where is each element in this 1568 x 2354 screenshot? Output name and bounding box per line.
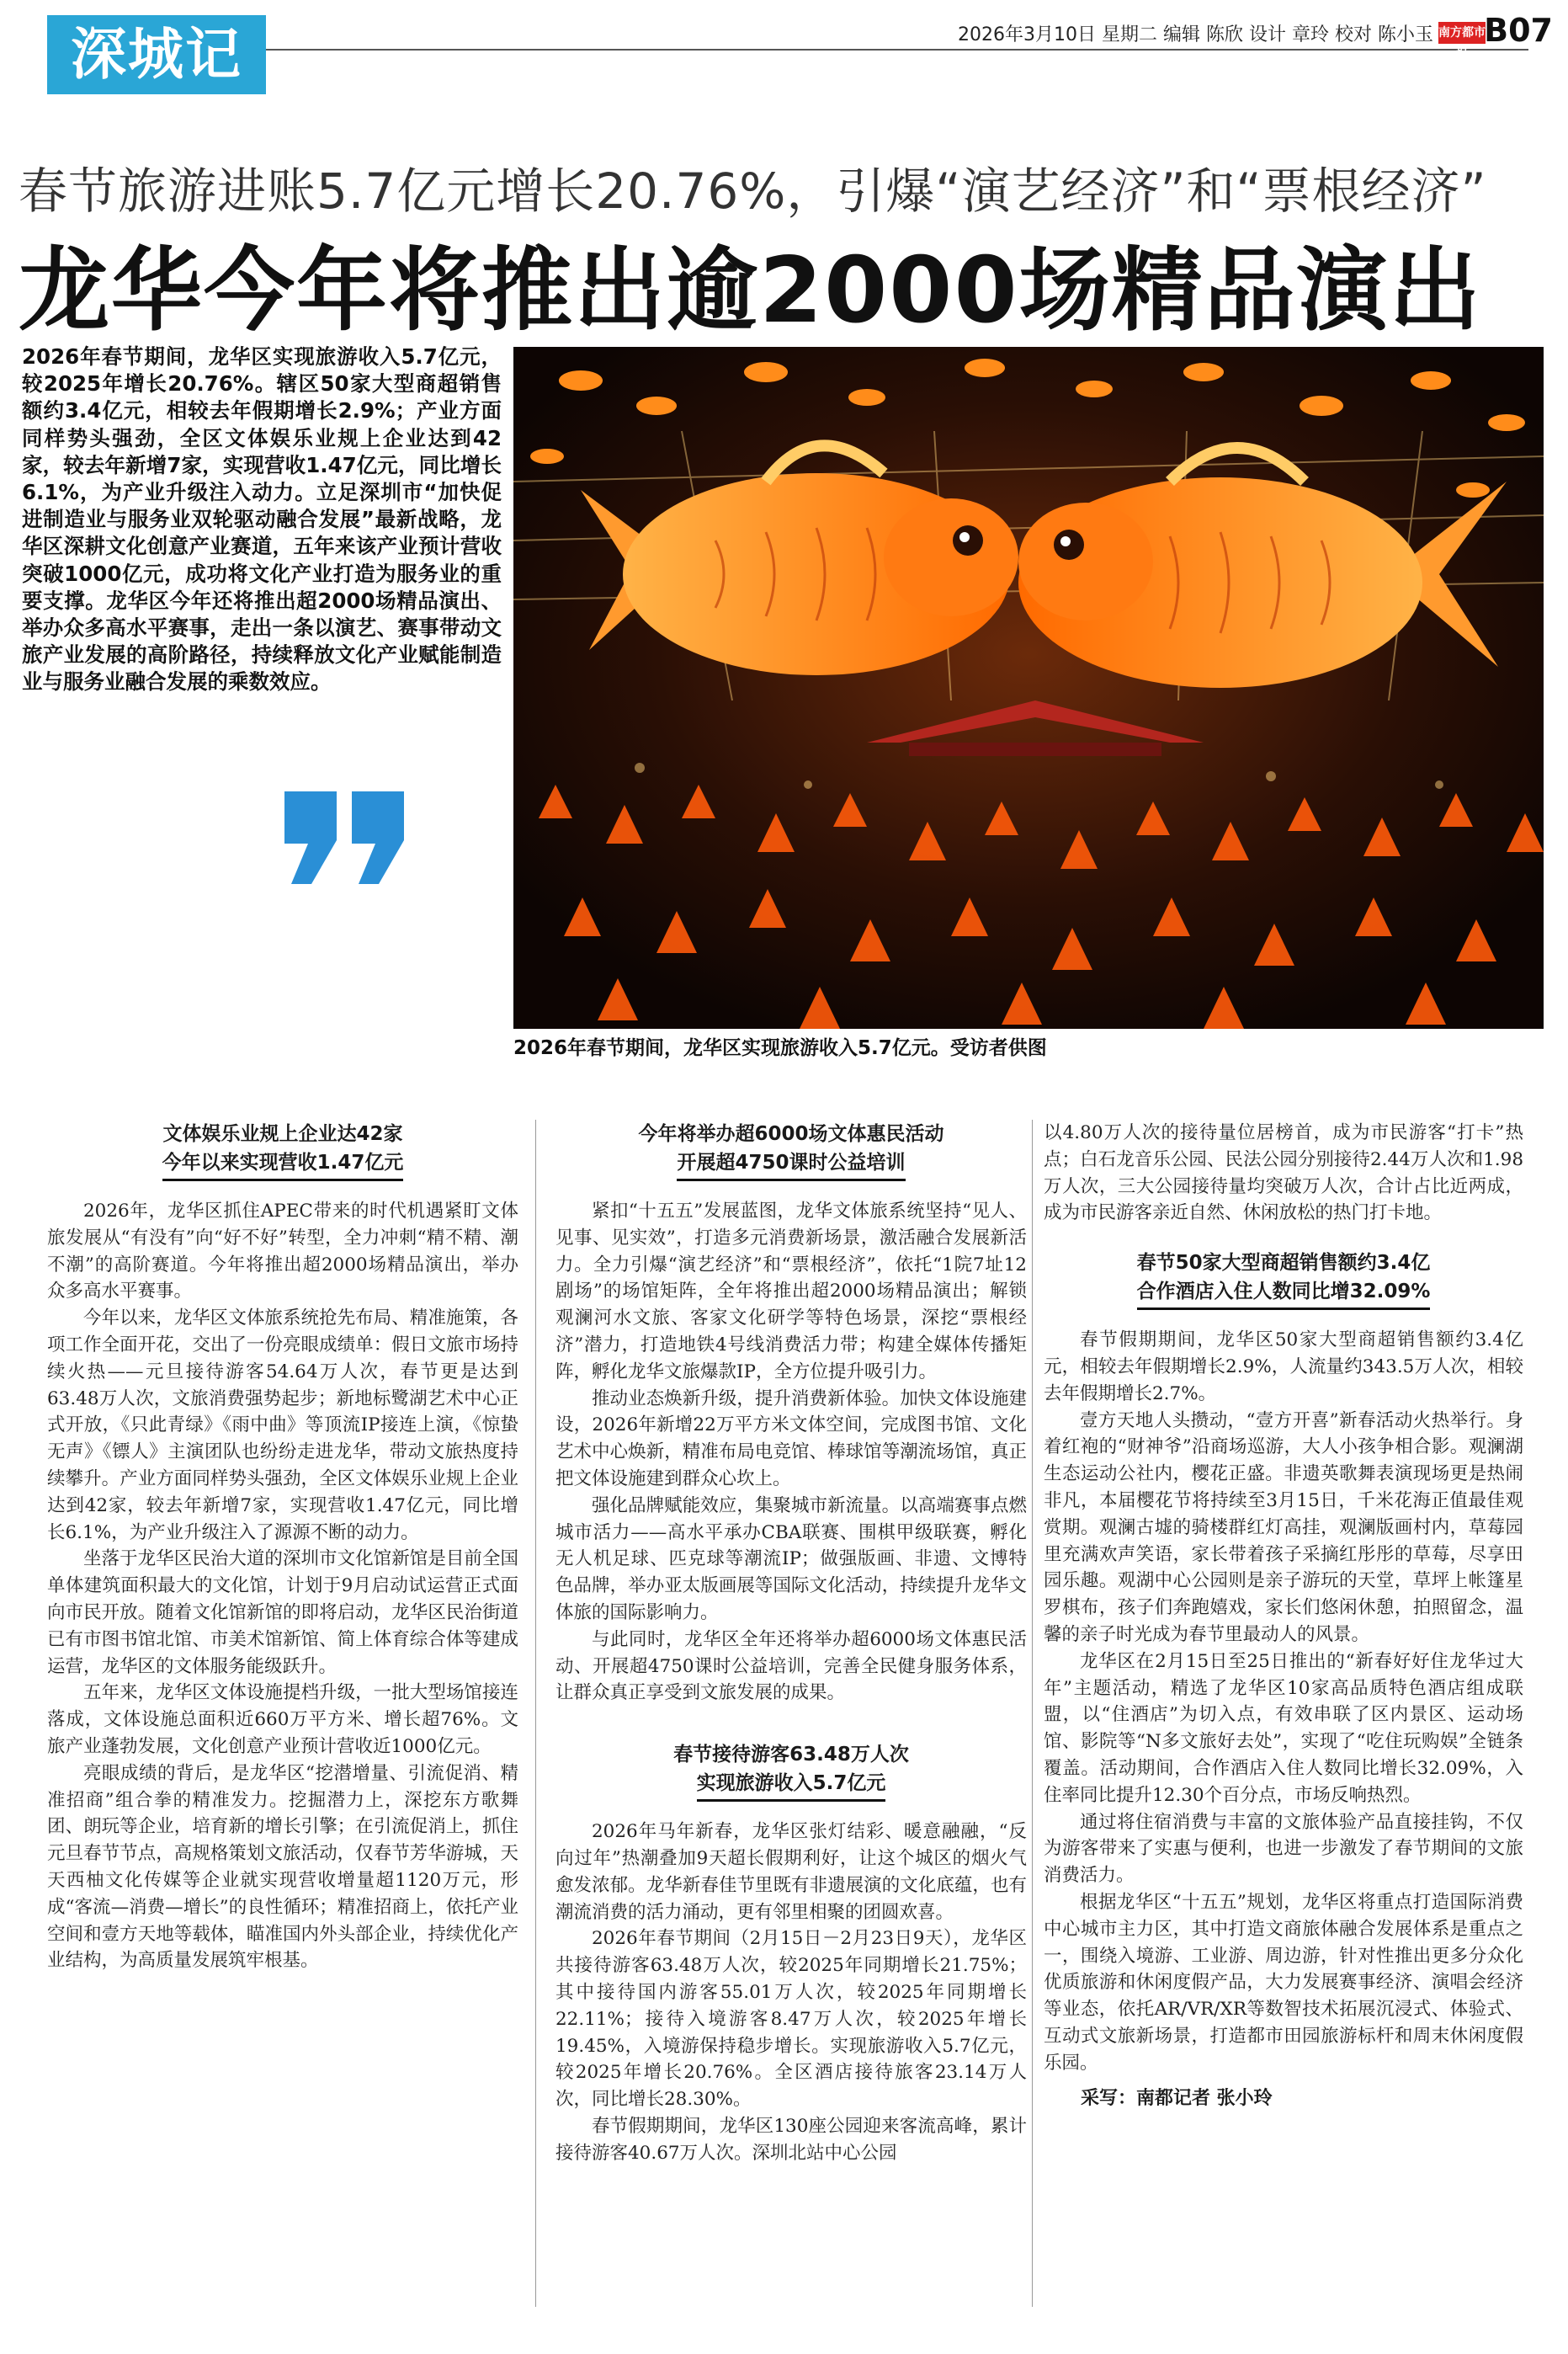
column-2 <box>555 1120 1027 2167</box>
column-1 <box>47 1120 518 1974</box>
paragraph: 坐落于龙华区民治大道的深圳市文化馆新馆是目前全国单体建筑面积最大的文化馆，计划于9月启动试运营正式面向市民开放。随着文化馆新馆的即将启动，龙华区民治街道已有市图书馆北馆、市美术馆新馆、简上体育综合体等建成运营，龙华区的文体服务能级跃升。 <box>47 1548 518 1677</box>
section-heading-line2: 合作酒店入住人数同比增32.09% <box>1137 1277 1431 1310</box>
section-heading-line1: 文体娱乐业规上企业达42家 <box>162 1123 403 1145</box>
section-name: 深城记 <box>47 15 266 94</box>
paragraph: 2026年春节期间（2月15日－2月23日9天），龙华区共接待游客63.48万人次，较2025年同期增长21.75%；其中接待国内游客55.01万人次，较2025年同期增长22.11%；接待入境游客8.47万人次，较2025年增长19.45%，入境游保持稳步增长。实现旅游收入5.7亿元，较2025年增长20.76%。全区酒店接待旅客23.14万人次，同比增长28.30%。 <box>555 1928 1027 2111</box>
paragraph: 2026年马年新春，龙华区张灯结彩、暖意融融，“反向过年”热潮叠加9天超长假期利好，让这个城区的烟火气愈发浓郁。龙华新春佳节里既有非遗展演的文化底蕴，也有潮流消费的活力涌动，更有邻里相聚的团圆欢喜。 <box>555 1821 1027 1923</box>
paragraph: 与此同时，龙华区全年还将举办超6000场文体惠民活动、开展超4750课时公益培训，完善全民健身服务体系，让群众真正享受到文旅发展的成果。 <box>555 1628 1027 1704</box>
paragraph: 2026年，龙华区抓住APEC带来的时代机遇紧盯文体旅发展从“有没有”向“好不好”转型，全力冲刺“精不精、潮不潮”的高阶赛道。今年将推出超2000场精品演出，举办众多高水平赛事。 <box>47 1201 518 1302</box>
column-divider <box>535 1120 536 2307</box>
lantern-photo <box>513 347 1544 1029</box>
paragraph: 亮眼成绩的背后，是龙华区“挖潜增量、引流促消、精准招商”组合拳的精准发力。挖掘潜力上，深挖东方歌舞团、朗玩等企业，培育新的增长引擎；在引流促消上，抓住元旦春节节点，高规格策划文旅活动，仅春节芳华游城，天天西柚文化传媒等企业就实现营收增量超1120万元，形成“客流—消费—增长”的良性循环；精准招商上，依托产业空间和壹方天地等载体，瞄准国内外头部企业，持续优化产业结构，为高质量发展筑牢根基。 <box>47 1762 518 1972</box>
section-heading <box>555 1740 1027 1802</box>
editor-credits: 编辑 陈欣 设计 章玲 校对 陈小玉 <box>1163 24 1433 45</box>
column-3 <box>1044 1120 1523 2110</box>
article-lead: 2026年春节期间，龙华区实现旅游收入5.7亿元，较2025年增长20.76%。辖区50家大型商超销售额约3.4亿元，相较去年假期增长2.9%；产业方面同样势头强劲，全区文体娱乐业规上企业达到42家，较去年新增7家，实现营收1.47亿元，同比增长6.1%，为产业升级注入动力。立足深圳市“加快促进制造业与服务业双轮驱动融合发展”最新战略，龙华区深耕文化创意产业赛道，五年来该产业预计营收突破1000亿元，成功将文化产业打造为服务业的重要支撑。龙华区今年还将推出超2000场精品演出、举办众多高水平赛事，走出一条以演艺、赛事带动文旅产业发展的高阶路径，持续释放文化产业赋能制造业与服务业融合发展的乘数效应。 <box>22 344 502 695</box>
section-heading-line1: 春节50家大型商超销售额约3.4亿 <box>1136 1252 1431 1275</box>
header-rule <box>47 49 1528 51</box>
section-heading <box>1044 1249 1523 1310</box>
issue-weekday: 星期二 <box>1102 24 1158 45</box>
section-heading <box>47 1120 518 1181</box>
photo-caption: 2026年春节期间，龙华区实现旅游收入5.7亿元。受访者供图 <box>513 1037 1047 1059</box>
quote-mark-icon <box>278 791 412 884</box>
page-number: B07 <box>1484 12 1553 49</box>
article-subtitle: 春节旅游进账5.7亿元增长20.76%，引爆“演艺经济”和“票根经济” <box>19 162 1487 220</box>
header-info <box>958 20 1433 46</box>
issue-date: 2026年3月10日 <box>958 24 1097 45</box>
lantern-photo-image <box>513 347 1544 1029</box>
paper-logo: 南方都市报 <box>1438 22 1486 44</box>
paragraph: 春节假期期间，龙华区130座公园迎来客流高峰，累计接待游客40.67万人次。深圳北站中心公园 <box>555 2115 1027 2164</box>
paragraph: 春节假期期间，龙华区50家大型商超销售额约3.4亿元，相较去年假期增长2.9%，人流量约343.5万人次，相较去年假期增长2.7%。 <box>1044 1329 1523 1404</box>
paragraph: 龙华区在2月15日至25日推出的“新春好好住龙华过大年”主题活动，精选了龙华区10家高品质特色酒店组成联盟，以“住酒店”为切入点，有效串联了区内景区、运动场馆、影院等“N多文旅好去处”，实现了“吃住玩购娱”全链条覆盖。活动期间，合作酒店入住人数同比增长32.09%，入住率同比提升12.30个百分点，市场反响热烈。 <box>1044 1650 1523 1806</box>
paragraph: 五年来，龙华区文体设施提档升级，一批大型场馆接连落成，文体设施总面积近660万平方米、增长超76%。文旅产业蓬勃发展，文化创意产业预计营收近1000亿元。 <box>47 1682 518 1757</box>
section-heading <box>555 1120 1027 1181</box>
paragraph: 通过将住宿消费与丰富的文旅体验产品直接挂钩，不仅为游客带来了实惠与便利，也进一步激发了春节期间的文旅消费活力。 <box>1044 1811 1523 1887</box>
section-heading-line1: 今年将举办超6000场文体惠民活动 <box>638 1123 944 1145</box>
paragraph: 紧扣“十五五”发展蓝图，龙华文体旅系统坚持“见人、见事、见实效”，打造多元消费新场景，激活融合发展新活力。全力引爆“演艺经济”和“票根经济”，依托“1院7址12剧场”的场馆矩阵，全年将推出超2000场精品演出；解锁观澜河水文旅、客家文化研学等特色场景，深挖“票根经济”潜力，打造地铁4号线消费活力带；构建全媒体传播矩阵，孵化龙华文旅爆款IP，全方位提升吸引力。 <box>555 1201 1027 1382</box>
byline: 采写：南都记者 张小玲 <box>1081 2087 1273 2109</box>
section-heading-line1: 春节接待游客63.48万人次 <box>673 1744 909 1766</box>
column-divider <box>1032 1120 1033 2307</box>
section-heading-line2: 今年以来实现营收1.47亿元 <box>162 1148 404 1181</box>
section-heading-line2: 开展超4750课时公益培训 <box>677 1148 905 1181</box>
paragraph: 推动业态焕新升级，提升消费新体验。加快文体设施建设，2026年新增22万平方米文体空间，完成图书馆、文化艺术中心焕新，精准布局电竞馆、棒球馆等潮流场馆，真正把文体设施建到群众心坎上。 <box>555 1387 1027 1489</box>
section-heading-line2: 实现旅游收入5.7亿元 <box>697 1769 886 1802</box>
paragraph: 强化品牌赋能效应，集聚城市新流量。以高端赛事点燃城市活力——高水平承办CBA联赛、围棋甲级联赛，孵化无人机足球、匹克球等潮流IP；做强版画、非遗、文博特色品牌，举办亚太版画展等国际文化活动，持续提升龙华文体旅的国际影响力。 <box>555 1494 1027 1623</box>
article-headline: 龙华今年将推出逾2000场精品演出 <box>19 238 1482 344</box>
paragraph: 根据龙华区“十五五”规划，龙华区将重点打造国际消费中心城市主力区，其中打造文商旅体融合发展体系是重点之一，围绕入境游、工业游、周边游，针对性推出更多分众化优质旅游和休闲度假产品，大力发展赛事经济、演唱会经济等业态，依托AR/VR/XR等数智技术拓展沉浸式、体验式、互动式文旅新场景，打造都市田园旅游标杆和周末休闲度假乐园。 <box>1044 1891 1523 2074</box>
paragraph: 壹方天地人头攒动，“壹方开喜”新春活动火热举行。身着红袍的“财神爷”沿商场巡游，大人小孩争相合影。观澜湖生态运动公社内，樱花正盛。非遗英歌舞表演现场更是热闹非凡，本届樱花节将持续至3月15日，千米花海正值最佳观赏期。观澜古墟的骑楼群红灯高挂，观澜版画村内，草莓园里充满欢声笑语，家长带着孩子采摘红彤彤的草莓，尽享田园乐趣。观湖中心公园则是亲子游玩的天堂，草坪上帐篷星罗棋布，孩子们奔跑嬉戏，家长们悠闲休憩，拍照留念，温馨的亲子时光成为春节里最动人的风景。 <box>1044 1409 1523 1645</box>
paragraph: 今年以来，龙华区文体旅系统抢先布局、精准施策，各项工作全面开花，交出了一份亮眼成绩单：假日文旅市场持续火热——元旦接待游客54.64万人次，春节更是达到63.48万人次，文旅消费强势起步；新地标鹭湖艺术中心正式开放，《只此青绿》《雨中曲》等顶流IP接连上演，《惊蛰无声》《镖人》主演团队也纷纷走进龙华，带动文旅热度持续攀升。产业方面同样势头强劲，全区文体娱乐业规上企业达到42家，较去年新增7家，实现营收1.47亿元，同比增长6.1%，为产业升级注入了源源不断的动力。 <box>47 1307 518 1543</box>
paragraph-continuation: 以4.80万人次的接待量位居榜首，成为市民游客“打卡”热点；白石龙音乐公园、民法公园分别接待2.44万人次和1.98万人次，三大公园接待量均突破万人次，合计占比近两成，成为市民游客亲近自然、休闲放松的热门打卡地。 <box>1044 1122 1523 1224</box>
